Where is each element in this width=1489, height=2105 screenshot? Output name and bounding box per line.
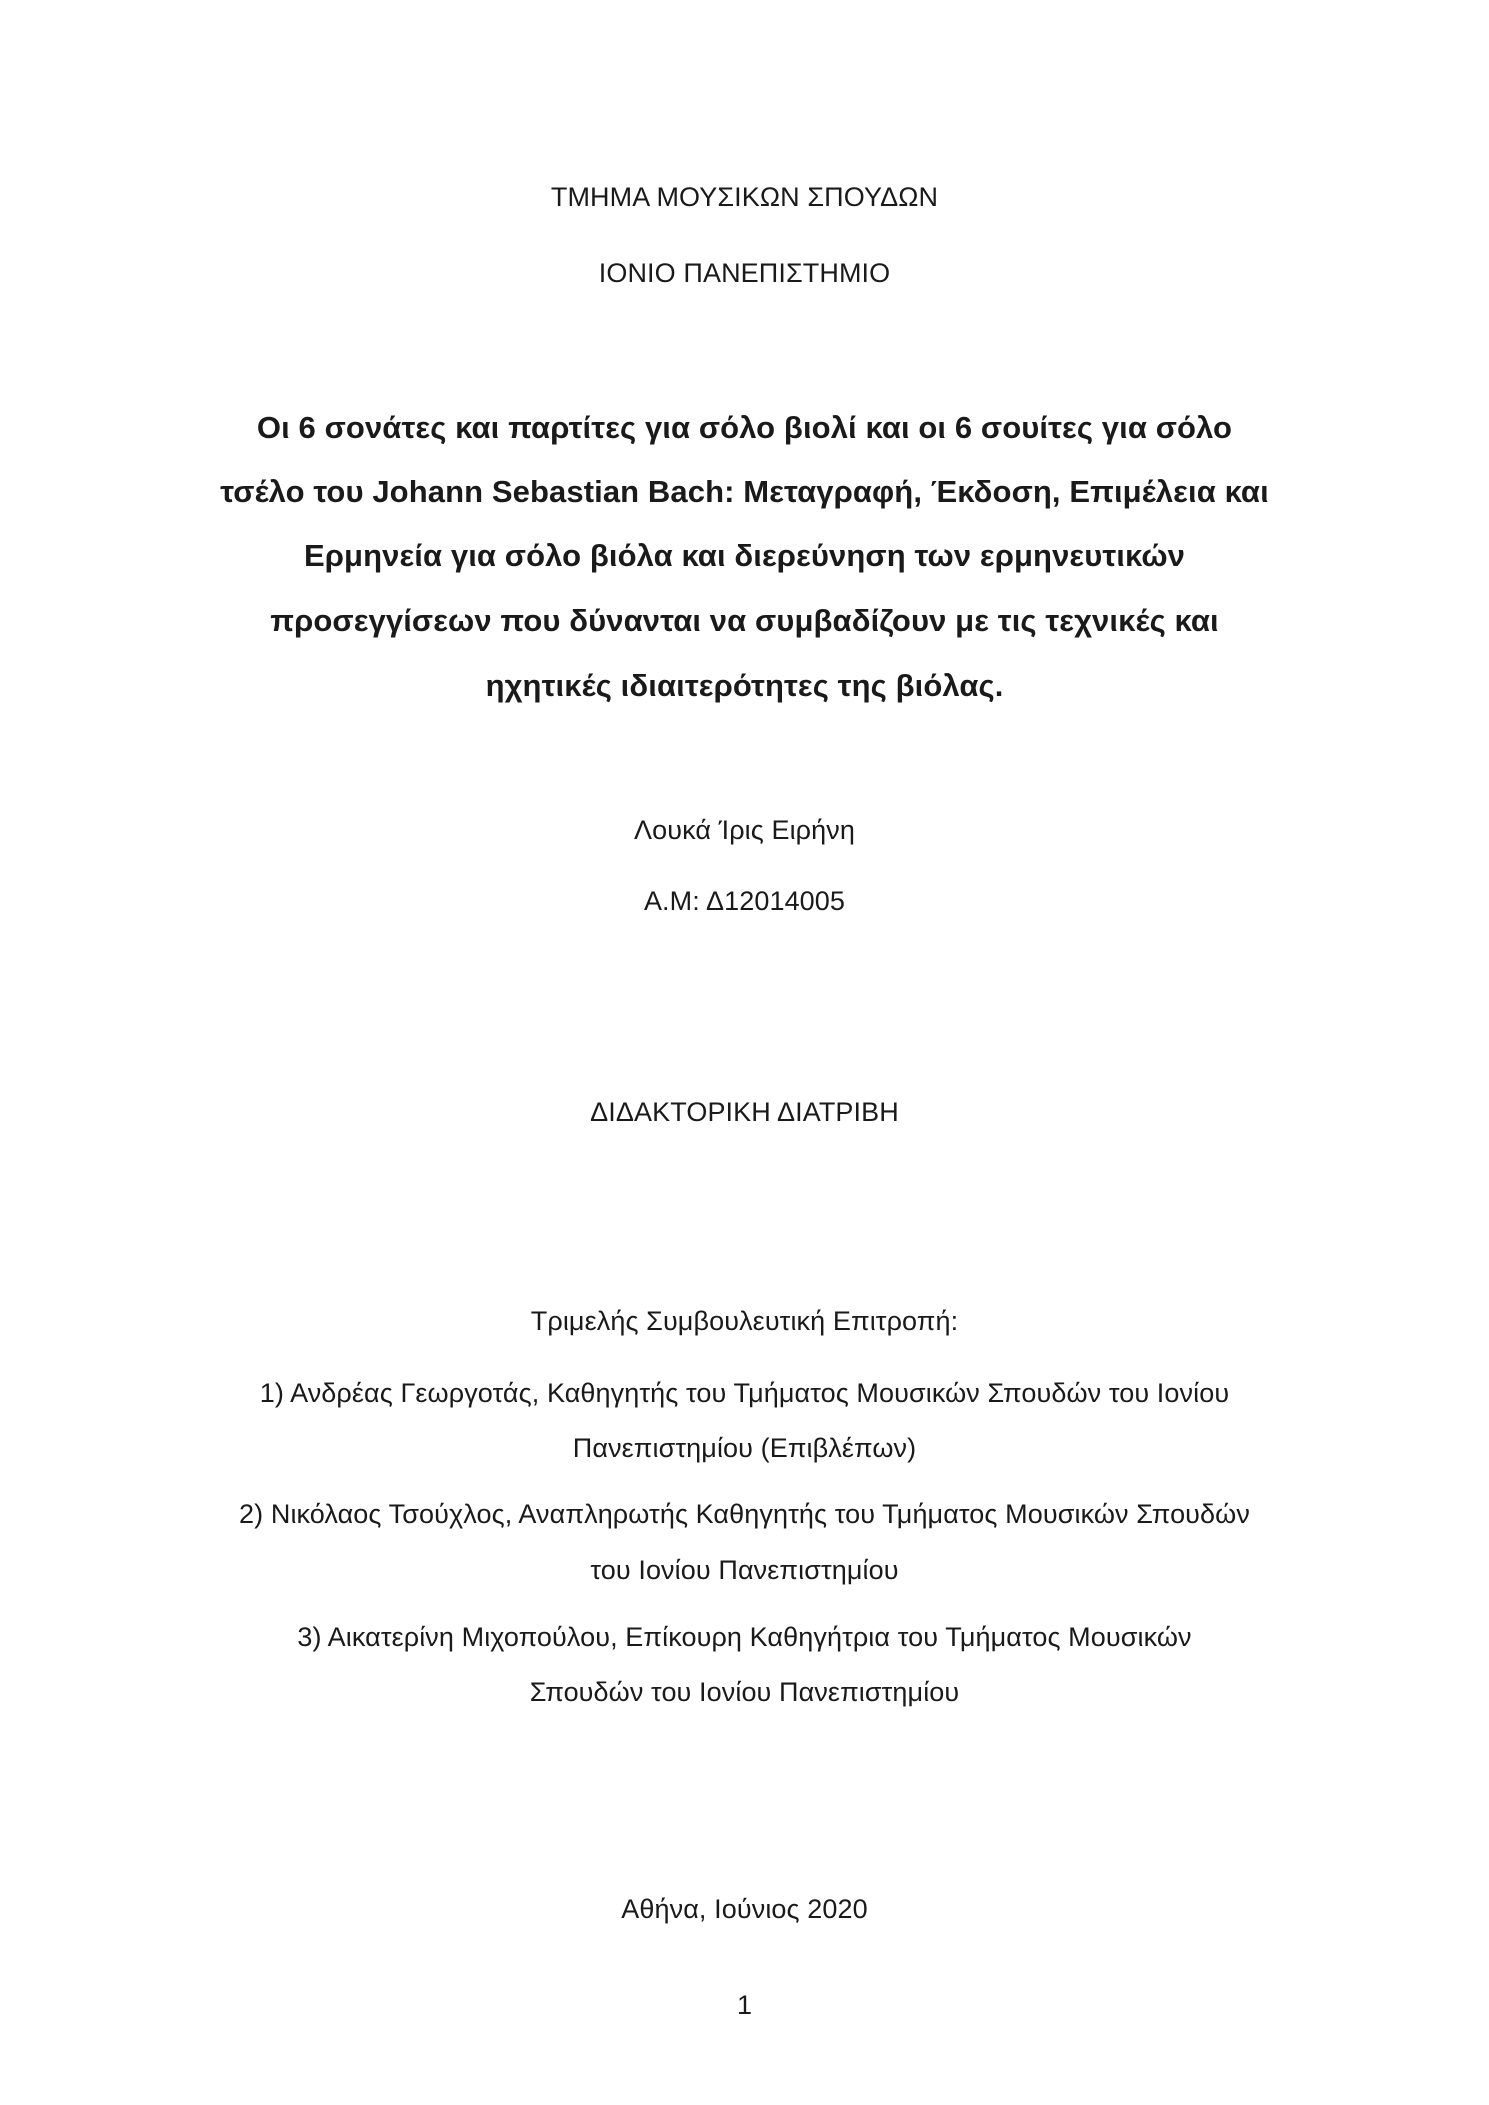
committee-member-line: Σπουδών του Ιονίου Πανεπιστημίου: [529, 1677, 960, 1707]
thesis-title-line: τσέλο του Johann Sebastian Bach: Μεταγραφή, Έκδοση, Επιμέλεια και: [220, 474, 1269, 509]
page-number: 1: [736, 1990, 753, 2020]
committee-member-line: του Ιονίου Πανεπιστημίου: [590, 1555, 899, 1585]
document-type: ΔΙΔΑΚΤΟΡΙΚΗ ΔΙΑΤΡΙΒΗ: [590, 1097, 899, 1127]
committee-heading: Τριμελής Συμβουλευτική Επιτροπή:: [530, 1306, 959, 1336]
thesis-title-line: προσεγγίσεων που δύνανται να συμβαδίζουν με τις τεχνικές και: [270, 603, 1219, 638]
committee-member-line: Πανεπιστημίου (Επιβλέπων): [572, 1433, 917, 1463]
university-name: ΙΟΝΙΟ ΠΑΝΕΠΙΣΤΗΜΙΟ: [598, 258, 891, 288]
committee-member-line: 3) Αικατερίνη Μιχοπούλου, Επίκουρη Καθηγήτρια του Τμήματος Μουσικών: [297, 1622, 1192, 1652]
place-date: Αθήνα, Ιούνιος 2020: [621, 1894, 868, 1924]
committee-member-line: 1) Ανδρέας Γεωργοτάς, Καθηγητής του Τμήματος Μουσικών Σπουδών του Ιονίου: [259, 1378, 1230, 1408]
thesis-title-line: ηχητικές ιδιαιτερότητες της βιόλας.: [485, 668, 1004, 703]
thesis-title-line: Οι 6 σονάτες και παρτίτες για σόλο βιολί και οι 6 σουίτες για σόλο: [256, 410, 1233, 445]
department-name: ΤΜΗΜΑ ΜΟΥΣΙΚΩΝ ΣΠΟΥΔΩΝ: [550, 182, 939, 212]
registration-number: Α.Μ: Δ12014005: [643, 886, 846, 916]
committee-member-line: 2) Νικόλαος Τσούχλος, Αναπληρωτής Καθηγητής του Τμήματος Μουσικών Σπουδών: [239, 1499, 1250, 1529]
thesis-title-line: Ερμηνεία για σόλο βιόλα και διερεύνηση των ερμηνευτικών: [303, 538, 1186, 573]
author-name: Λουκά Ίρις Ειρήνη: [634, 815, 855, 845]
